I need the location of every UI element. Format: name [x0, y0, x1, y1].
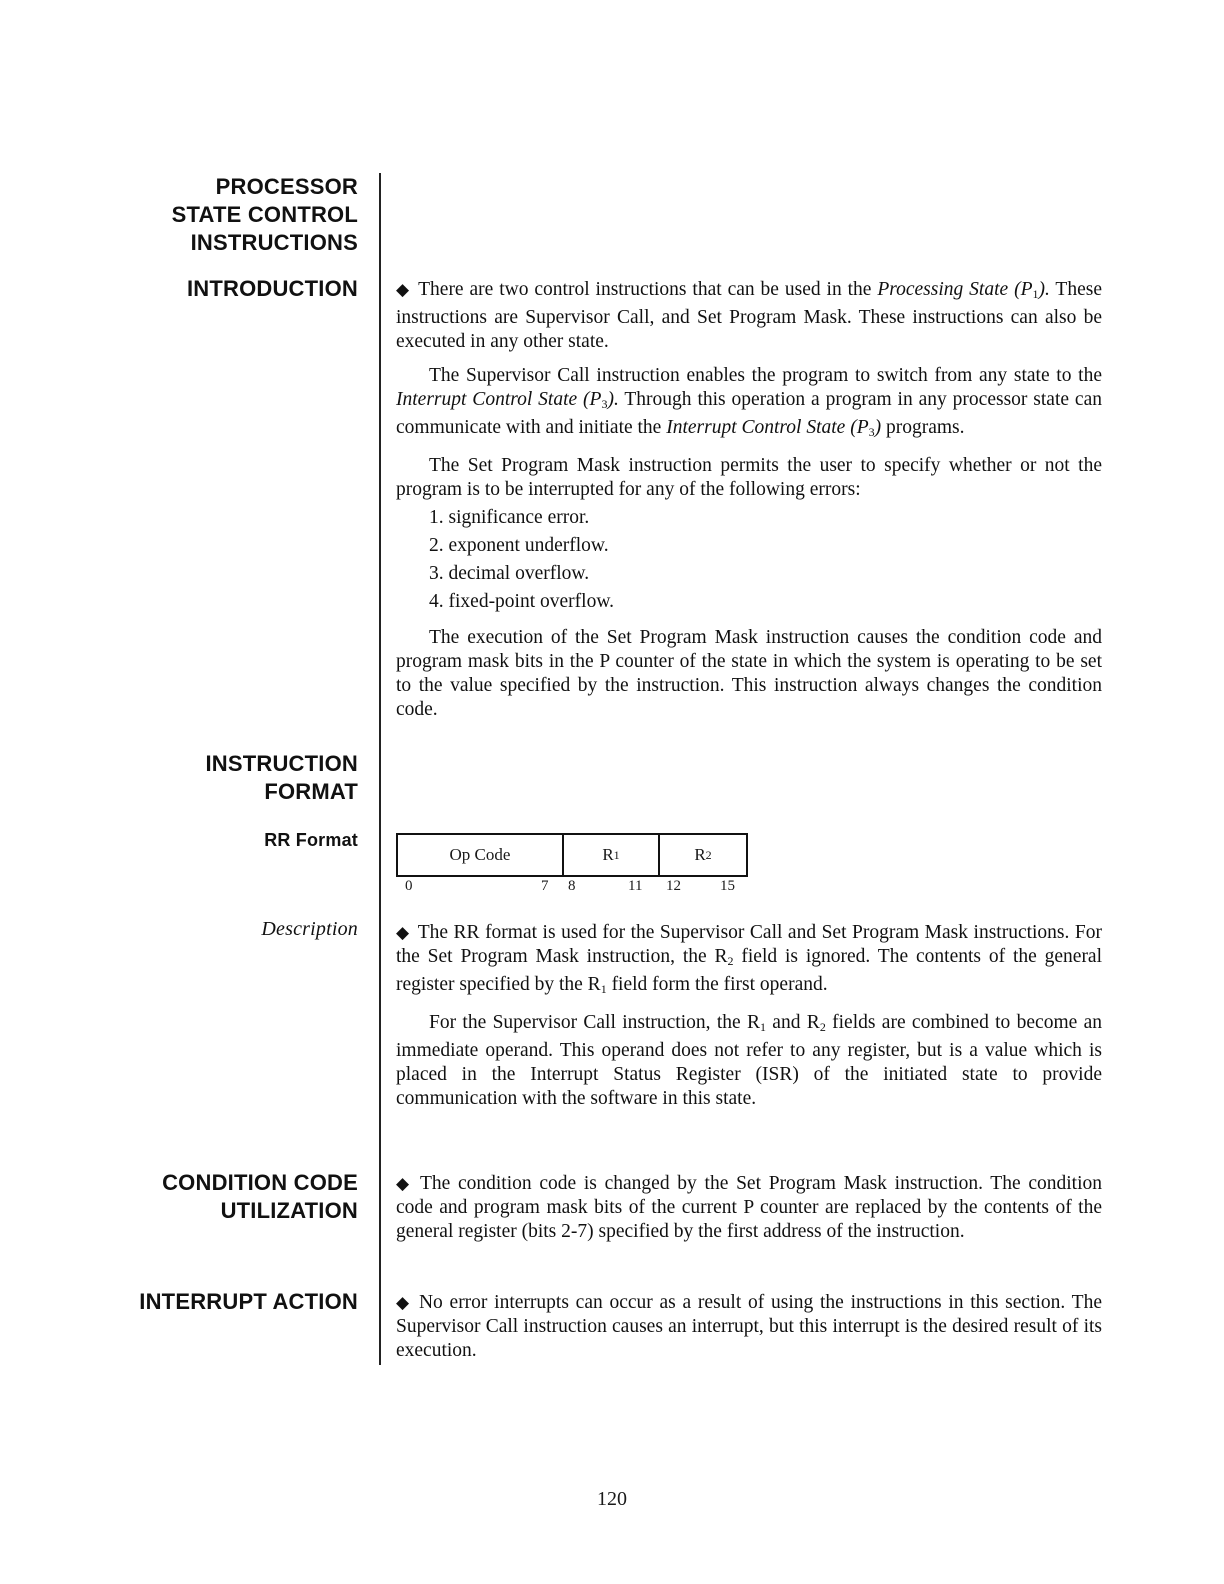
instruction-format-heading [205, 750, 358, 806]
text: field form the first operand. [606, 974, 828, 995]
text: The condition code is changed by the Set Program Mask instruction. The condition code and program mask bits of the current P counter are replaced by the contents of the general register (bits 2-7) specified by the first address of the instruction. [396, 1173, 1103, 1242]
introduction-paragraph-4: The execution of the Set Program Mask instruction causes the condition code and program mask bits in the P counter of the state in which the system is operating to be set to the value specified by the instruction. This instruction always changes the condition code. [396, 627, 1102, 720]
r1-label: R [602, 845, 614, 864]
text: Through this operation a program in any processor state can communicate with and initiate the [396, 389, 1102, 438]
text: Interrupt Control State (P [666, 417, 869, 438]
introduction-body [396, 278, 1102, 732]
condition-code-body [396, 1172, 1102, 1254]
description-heading-text: Description [261, 918, 358, 940]
text: programs. [881, 417, 965, 438]
introduction-heading [187, 275, 358, 303]
opcode-field [398, 835, 562, 875]
subscript: 1 [759, 1020, 766, 1034]
diamond-bullet-icon: ◆ [396, 923, 410, 943]
text: The RR format is used for the Supervisor Call and Set Program Mask instructions. For the Set Program Mask instruction, the R [396, 922, 1102, 967]
subscript: 2 [727, 954, 734, 968]
subscript: 3 [868, 425, 875, 439]
list-item: 4. fixed-point overflow. [429, 591, 615, 612]
condition-code-line-1: CONDITION CODE [162, 1170, 358, 1195]
bit-label: 12 [666, 878, 681, 894]
diamond-bullet-icon: ◆ [396, 1174, 412, 1194]
text: fields are combined to become an immediate operand. This operand does not refer to any register, but is a value which is placed in the Interrupt Status Register (ISR) of the initiated state to provide communication with the software in this state. [396, 1012, 1103, 1109]
interrupt-action-heading [139, 1288, 358, 1316]
opcode-label: Op Code [449, 845, 511, 864]
interrupt-control-state-term [396, 389, 619, 410]
description-body [396, 921, 1102, 1121]
introduction-paragraph-1 [396, 278, 1102, 354]
interrupt-action-heading-text: INTERRUPT ACTION [139, 1289, 358, 1314]
bit-label: 15 [720, 878, 735, 894]
error-list [429, 504, 1102, 616]
bit-label: 8 [568, 878, 576, 894]
text: For the Supervisor Call instruction, the R [429, 1012, 760, 1033]
bit-label: 0 [405, 878, 413, 894]
text: field is ignored. The contents of the general register specified by the R [396, 946, 1103, 995]
interrupt-action-paragraph [396, 1291, 1102, 1363]
rr-format-heading-text: RR Format [264, 830, 358, 850]
text: and R [765, 1012, 820, 1033]
rr-format-diagram [396, 833, 748, 877]
r1-subscript: 1 [613, 847, 620, 862]
section-title-line-2: STATE CONTROL [171, 202, 358, 227]
page-number: 120 [597, 1488, 627, 1510]
introduction-heading-text: INTRODUCTION [186, 276, 358, 301]
condition-code-paragraph [396, 1172, 1102, 1244]
r2-label: R [694, 845, 706, 864]
rr-format-heading [264, 826, 358, 854]
instruction-format-line-2: FORMAT [264, 779, 358, 804]
list-item: 1. significance error. [429, 507, 590, 528]
section-title [172, 173, 358, 257]
instruction-format-line-1: INSTRUCTION [205, 751, 358, 776]
subscript: 3 [601, 397, 608, 411]
diamond-bullet-icon: ◆ [396, 280, 411, 300]
r1-field [562, 835, 658, 875]
bit-label: 7 [541, 878, 549, 894]
text: There are two control instructions that can be used in the [418, 279, 878, 300]
text: ). [1038, 279, 1050, 300]
subscript: 1 [600, 982, 607, 996]
text: Interrupt Control State (P [396, 389, 602, 410]
list-item: 3. decimal overflow. [429, 563, 590, 584]
introduction-paragraph-3: The Set Program Mask instruction permits the user to specify whether or not the program is to be interrupted for any of the following errors: [396, 455, 1102, 500]
description-paragraph-1 [396, 921, 1102, 1001]
subscript: 2 [819, 1020, 826, 1034]
subscript: 1 [1032, 287, 1039, 301]
margin-rule [379, 173, 381, 1365]
text: Processing State (P [877, 279, 1033, 300]
introduction-paragraph-2 [396, 364, 1102, 444]
condition-code-heading [162, 1169, 358, 1225]
text: ) [874, 417, 882, 438]
list-item: 2. exponent underflow. [429, 535, 609, 556]
interrupt-control-state-term [666, 417, 881, 438]
condition-code-line-2: UTILIZATION [220, 1198, 358, 1223]
section-title-line-1: PROCESSOR [215, 174, 358, 199]
r2-subscript: 2 [705, 847, 712, 862]
diamond-bullet-icon: ◆ [396, 1293, 411, 1313]
r2-field [658, 835, 746, 875]
bit-label: 11 [628, 878, 643, 894]
processing-state-term [877, 279, 1050, 300]
text: The Supervisor Call instruction enables the program to switch from any state to the [429, 365, 1102, 386]
section-title-line-3: INSTRUCTIONS [190, 230, 358, 255]
text: No error interrupts can occur as a result of using the instructions in this section. The Supervisor Call instruction causes an interrupt, but this interrupt is the desired result of its execution. [396, 1292, 1102, 1361]
text: These instructions are Supervisor Call, and Set Program Mask. These instructions can also be executed in any other state. [396, 279, 1102, 352]
description-heading [261, 915, 358, 943]
description-paragraph-2 [396, 1011, 1102, 1111]
interrupt-action-body [396, 1291, 1102, 1373]
text: ). [607, 389, 619, 410]
